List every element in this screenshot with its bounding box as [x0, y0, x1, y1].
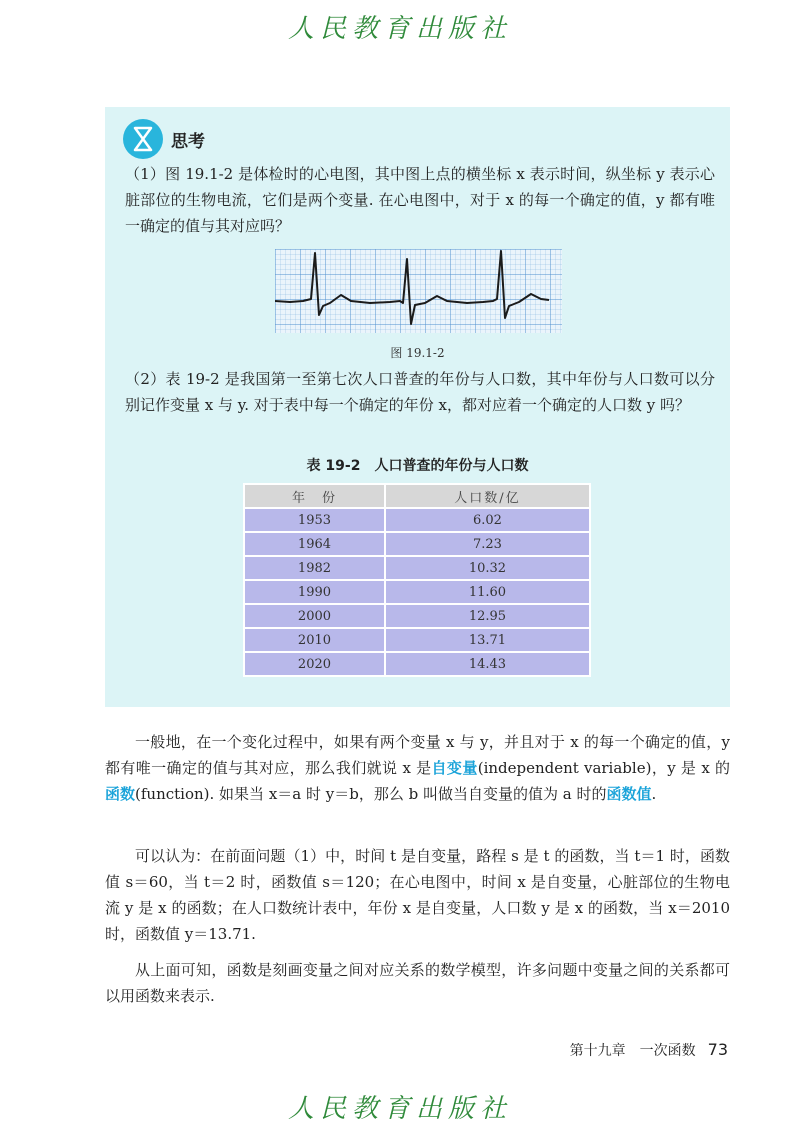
column-header-year: 年 份: [244, 484, 385, 508]
term-function-value: 函数值: [606, 785, 652, 803]
population-cell: 10.32: [385, 556, 590, 580]
table-row: [244, 532, 590, 556]
year-cell: 1964: [244, 532, 385, 556]
population-table: [243, 483, 591, 677]
summary-paragraph: 从上面可知，函数是刻画变量之间对应关系的数学模型，许多问题中变量之间的关系都可以用函数来表示.: [105, 961, 730, 1005]
table-row: [244, 604, 590, 628]
page-footer: [570, 1040, 728, 1060]
ecg-figure: [275, 249, 562, 333]
page-number: 73: [707, 1040, 728, 1059]
table-row: [244, 508, 590, 532]
table-row: [244, 628, 590, 652]
question-2: （2）表 19-2 是我国第一至第七次人口普查的年份与人口数，其中年份与人口数可以分别记作变量 x 与 y. 对于表中每一个确定的年份 x，都对应着一个确定的人口数 y 吗？: [125, 370, 715, 414]
think-heading: [123, 119, 205, 159]
table-row: [244, 556, 590, 580]
table-row: [244, 652, 590, 676]
population-cell: 6.02: [385, 508, 590, 532]
definition-paragraph: 一般地，在一个变化过程中，如果有两个变量 x 与 y，并且对于 x 的每一个确定的值，y 都有唯一确定的值与其对应，那么我们就说 x 是自变量(independent variable)，y 是 x 的函数(function). 如果当 x＝a 时 y＝b，那么 b 叫做当自变量的值为 a 时的函数值.: [105, 733, 730, 803]
chapter-label: 第十九章 一次函数: [569, 1043, 696, 1059]
population-cell: 13.71: [385, 628, 590, 652]
publisher-footer: 人民教育出版社: [287, 1094, 512, 1124]
think-box: [105, 107, 730, 707]
table-caption: 表 19-2 人口普查的年份与人口数: [306, 458, 529, 474]
year-cell: 1982: [244, 556, 385, 580]
year-cell: 2020: [244, 652, 385, 676]
year-cell: 2000: [244, 604, 385, 628]
example-paragraph: 可以认为：在前面问题（1）中，时间 t 是自变量，路程 s 是 t 的函数，当 t＝1 时，函数值 s＝60，当 t＝2 时，函数值 s＝120；在心电图中，时间 x 是自变量，心脏部位的生物电流 y 是 x 的函数；在人口数统计表中，年份 x 是自变量，人口数 y 是 x 的函数，当 x＝2010 时，函数值 y＝13.71.: [105, 847, 730, 943]
year-cell: 1953: [244, 508, 385, 532]
table-row: [244, 580, 590, 604]
question-1: （1）图 19.1-2 是体检时的心电图，其中图上点的横坐标 x 表示时间，纵坐标 y 表示心脏部位的生物电流，它们是两个变量. 在心电图中，对于 x 的每一个确定的值，y 都有唯一确定的值与其对应吗？: [125, 165, 715, 235]
year-cell: 2010: [244, 628, 385, 652]
term-function: 函数: [105, 785, 136, 803]
figure-caption: 图 19.1-2: [390, 346, 445, 360]
year-cell: 1990: [244, 580, 385, 604]
population-cell: 12.95: [385, 604, 590, 628]
column-header-population: 人口数/亿: [385, 484, 590, 508]
term-independent-variable: 自变量: [431, 759, 478, 777]
population-cell: 14.43: [385, 652, 590, 676]
population-cell: 7.23: [385, 532, 590, 556]
population-cell: 11.60: [385, 580, 590, 604]
table-header-row: [244, 484, 590, 508]
publisher-header: 人民教育出版社: [287, 14, 512, 44]
think-title: 思考: [171, 131, 205, 152]
hourglass-icon: [123, 119, 163, 159]
